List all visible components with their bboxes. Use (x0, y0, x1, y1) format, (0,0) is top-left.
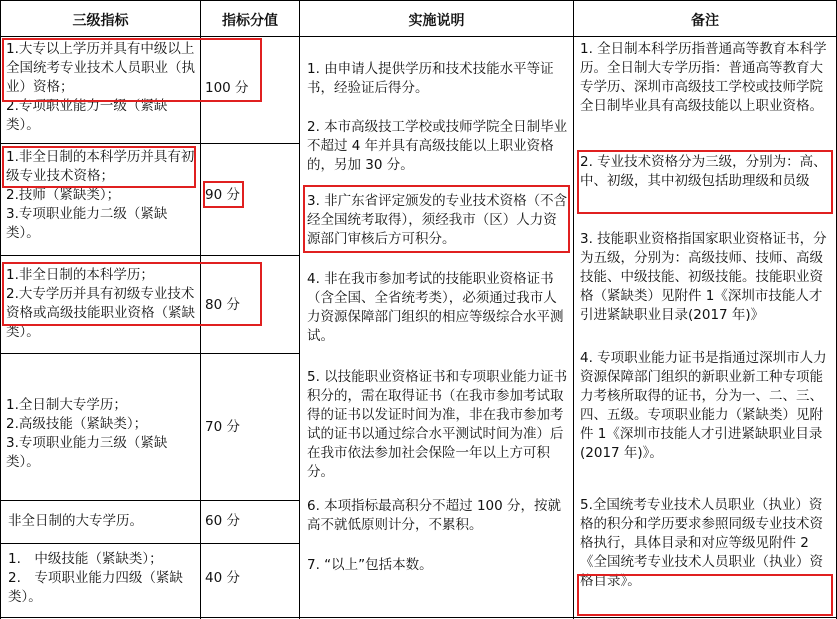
row4-item3: 3.专项职业能力三级（紧缺类）。 (6, 435, 168, 470)
row6-item2: 2. 专项职业能力四级（紧缺类）。 (8, 570, 183, 605)
row5-score: 60 分 (205, 513, 240, 529)
row1-item2: 2.专项职业能力一级（紧缺类）。 (6, 98, 168, 133)
highlight-row2-items (2, 146, 196, 188)
header-implementation: 实施说明 (408, 13, 465, 29)
note-item3: 3. 技能职业资格指国家职业资格证书，分为五级，分别为：高级技师、技师、高级技能、中级技能、初级技能。技能职业资格（紧缺类）见附件 1《深圳市技能人才引进紧缺职业目录(2017 年)》 (580, 231, 827, 323)
row3-score: 80 分 (205, 297, 240, 313)
highlight-row1-items (2, 38, 262, 102)
note-item1: 1. 全日制本科学历指普通高等教育本科学历。全日制大专学历指：普通高等教育大专学历、深圳市高级技工学校或技师学院全日制毕业具有高级技能以上职业资格。 (580, 41, 827, 114)
highlight-implementation3 (303, 185, 570, 253)
row4-item1: 1.全日制大专学历； (6, 397, 127, 413)
implementation-item6: 6. 本项指标最高积分不超过 100 分，按就高不就低原则计分，不累积。 (307, 498, 562, 533)
row1-score: 100 分 (205, 80, 249, 96)
row5-item1: 非全日制的大专学历。 (8, 513, 143, 529)
row2-item1: 1.非全日制的本科学历并具有初级专业技术资格； (6, 149, 195, 184)
header-notes: 备注 (691, 13, 719, 29)
highlight-note2 (577, 150, 833, 214)
implementation-item5: 5. 以技能职业资格证书和专项职业能力证书积分的，需在取得证书（在我市参加考试取得的证书以发证时间为准，非在我市参加考试的证书以通过综合水平测试时间为准）后在我市依法参加社会保险一年以上方可积分。 (307, 369, 568, 480)
implementation-item2: 2. 本市高级技工学校或技师学院全日制毕业不超过 4 年并具有高级技能以上职业资格的，另加 30 分。 (307, 119, 568, 173)
note-item4: 4. 专项职业能力证书是指通过深圳市人力资源保障部门组织的新职业新工种专项能力考核所取得的证书，分为一、二、三、四、五级。专项职业能力（紧缺类）见附件 1《深圳市技能人才引进紧缺职业目录(2017 年)》。 (580, 350, 827, 461)
row4-item2: 2.高级技能（紧缺类）； (6, 416, 148, 432)
row5-items (8, 512, 198, 531)
highlight-note5 (577, 574, 833, 616)
implementation-item4: 4. 非在我市参加考试的技能职业资格证书（含全国、全省统考类），必须通过我市人力资源保障部门组织的相应等级综合水平测试。 (307, 271, 564, 344)
row3-item2: 2.大专学历并具有初级专业技术资格或高级技能职业资格（紧缺类）。 (6, 286, 195, 340)
row3-item1: 1.非全日制的本科学历； (6, 267, 154, 283)
row6-item1: 1. 中级技能（紧缺类）； (8, 551, 163, 567)
note-item2: 2. 专业技术资格分为三级，分别为：高、中、初级，其中初级包括助理级和员级 (580, 154, 827, 189)
row2-score: 90 分 (205, 187, 240, 203)
header-level3: 三级指标 (72, 13, 129, 29)
header-score: 指标分值 (222, 13, 278, 29)
row6-items (8, 550, 198, 607)
row2-item2: 2.技师（紧缺类）； (6, 187, 121, 203)
row1-item1: 1.大专以上学历并具有中级以上全国统考专业技术人员职业（执业）资格； (6, 41, 195, 95)
implementation-item7: 7. “以上”包括本数。 (307, 557, 433, 573)
implementation-item3: 3. 非广东省评定颁发的专业技术资格（不含经全国统考取得），须经我市（区）人力资源部门审核后方可积分。 (307, 193, 568, 247)
note-item5: 5.全国统考专业技术人员职业（执业）资格的积分和学历要求参照同级专业技术资格执行，具体目录和对应等级见附件 2《全国统考专业技术人员职业（执业）资格目录》。 (580, 497, 823, 589)
implementation-item1: 1. 由申请人提供学历和技术技能水平等证书，经验证后得分。 (307, 61, 554, 96)
highlight-row2-score (203, 181, 244, 208)
row6-score: 40 分 (205, 570, 240, 586)
row4-items (6, 396, 198, 472)
row4-score: 70 分 (205, 419, 240, 435)
highlight-row3-items (2, 262, 262, 326)
row2-item3: 3.专项职业能力二级（紧缺类）。 (6, 206, 168, 241)
